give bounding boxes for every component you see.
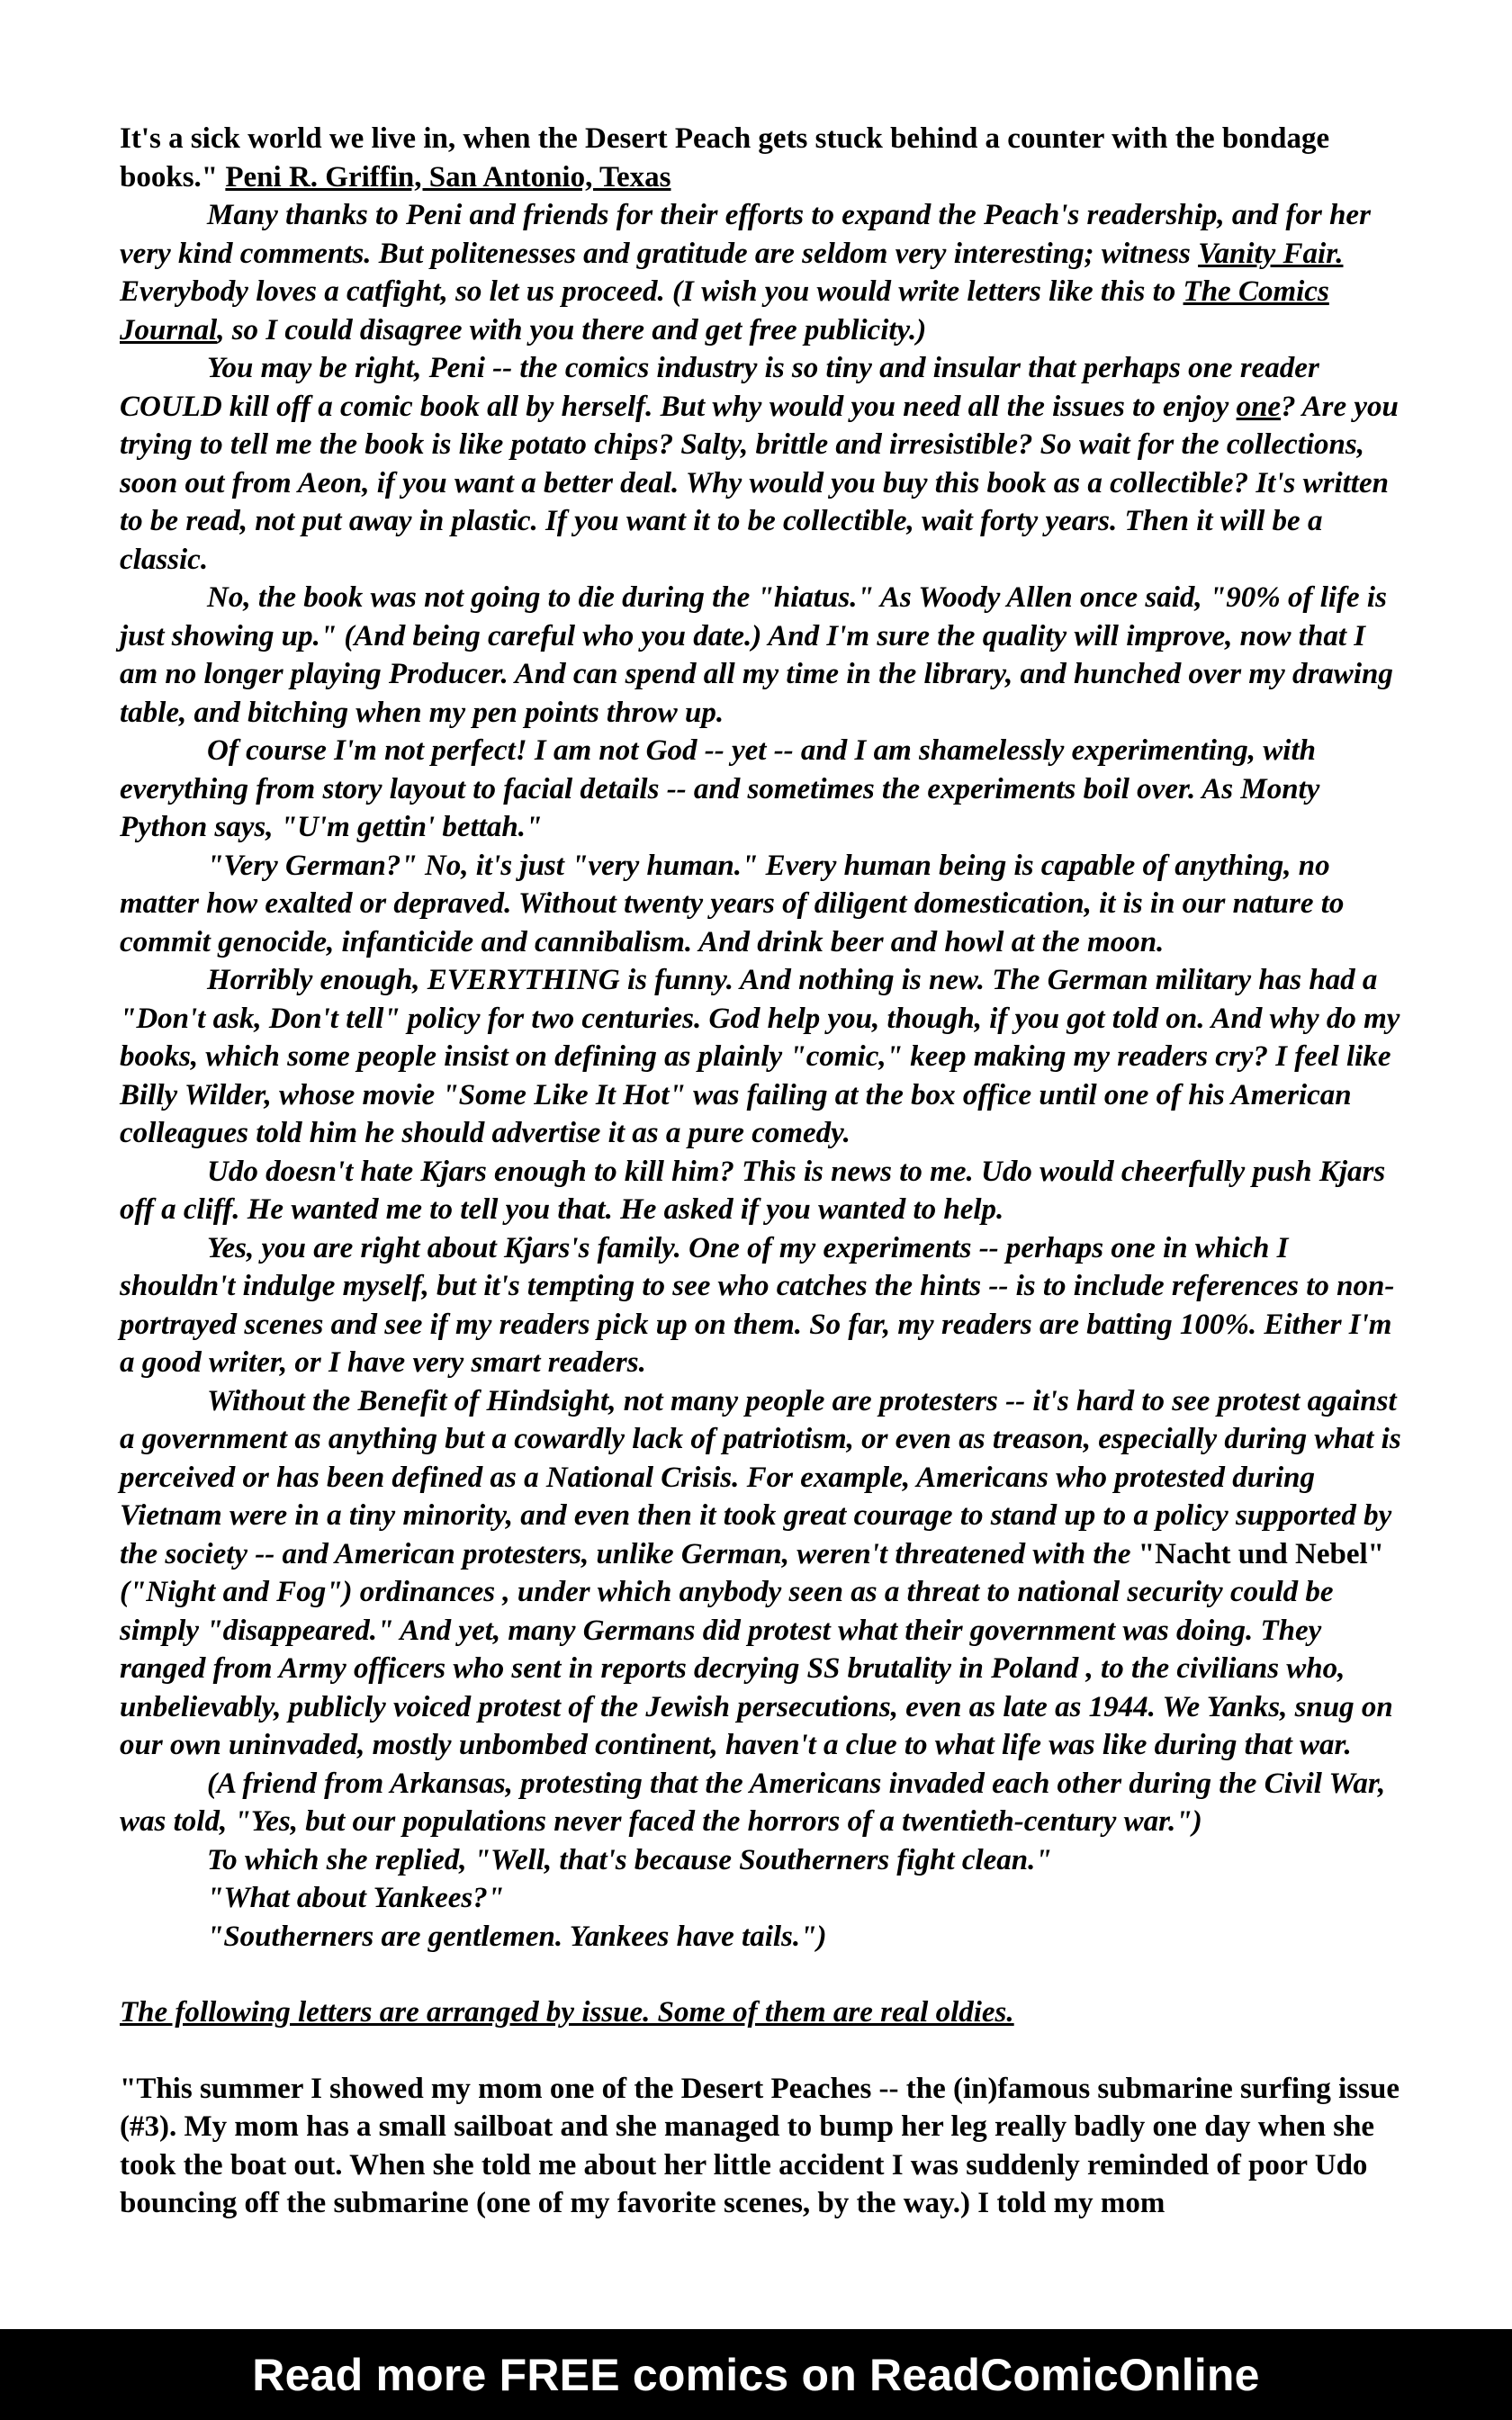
letter-signature: Peni R. Griffin, San Antonio, Texas: [225, 160, 671, 193]
comics-journal-title: The Comics Journal: [120, 275, 1329, 346]
nacht-und-nebel: "Nacht und Nebel": [1138, 1537, 1384, 1570]
spacer: [120, 2032, 1406, 2070]
reply-paragraph-2: You may be right, Peni -- the comics industry is so tiny and insular that perhaps one reader COULD kill off a comic book all by herself. But why would you need all the issues to enjoy one? Are you trying to tell me the book is like potato chips? Salty, brittle and irresistible? So wait for the collections, soon out from Aeon, if you want a better deal. Why would you buy this book as a collectible? It's written to be read, not put away in plastic. If you want it to be collectible, wait forty years. Then it will be a classic.: [120, 352, 1399, 576]
section-note: The following letters are arranged by issue. Some of them are real oldies.: [120, 1996, 1014, 2029]
reply-paragraph-10: (A friend from Arkansas, protesting that the Americans invaded each other during the Civil War, was told, "Yes, but our populations never faced the horrors of a twentieth-century war."): [120, 1767, 1386, 1838]
spacer: [120, 1956, 1406, 1993]
letter-closing-text: It's a sick world we live in, when the Desert Peach gets stuck behind a counter with the bondage books.": [120, 122, 1330, 193]
reply-paragraph-8: Yes, you are right about Kjars's family. One of my experiments -- perhaps one in which I shouldn't indulge myself, but it's tempting to see who catches the hints -- is to include references to non-portrayed scenes and see if my readers pick up on them. So far, my readers are batting 100%. Either I'm a good writer, or I have very smart readers.: [120, 1231, 1395, 1379]
reply-paragraph-5: "Very German?" No, it's just "very human." Every human being is capable of anything, no matter how exalted or depraved. Without twenty years of diligent domestication, it is in our nature to commit genocide, infanticide and cannibalism. And drink beer and howl at the moon.: [120, 849, 1345, 958]
next-letter: "This summer I showed my mom one of the Desert Peaches -- the (in)famous submarine surfing issue (#3). My mom has a small sailboat and she managed to bump her leg really badly one day when she took the boat out. When she told me about her little accident I was suddenly reminded of poor Udo bouncing off the submarine (one of my favorite scenes, by the way.) I told my mom: [120, 2072, 1400, 2219]
letter-closing: [120, 120, 1406, 196]
reply-paragraph-4: Of course I'm not perfect! I am not God -- yet -- and I am shamelessly experimenting, with everything from story layout to facial details -- and sometimes the experiments boil over. As Monty Python says, "U'm gettin' bettah.": [120, 734, 1320, 843]
reply-paragraph-7: Udo doesn't hate Kjars enough to kill him? This is news to me. Udo would cheerfully push Kjars off a cliff. He wanted me to tell you that. He asked if you wanted to help.: [120, 1155, 1386, 1226]
reply-paragraph-13: "Southerners are gentlemen. Yankees have tails."): [207, 1920, 827, 1953]
reply-paragraph-9: Without the Benefit of Hindsight, not many people are protesters -- it's hard to see protest against a government as anything but a cowardly lack of patriotism, or even as treason, especially during what is perceived or has been defined as a National Crisis. For example, Americans who protested during Vietnam were in a tiny minority, and even then it took great courage to stand up to a policy supported by the society -- and American protesters, unlike German, weren't threatened with the "Nacht und Nebel" ("Night and Fog") ordinances , under which anybody seen as a threat to national security could be simply "disappeared." And yet, many Germans did protest what their government was doing. They ranged from Army officers who sent in reports decrying SS brutality in Poland , to the civilians who, unbelievably, publicly voiced protest of the Jewish persecutions, even as late as 1944. We Yanks, snug on our own uninvaded, mostly unbombed continent, haven't a clue to what life was like during that war.: [120, 1384, 1401, 1761]
read-more-banner[interactable]: Read more FREE comics on ReadComicOnline: [0, 2329, 1512, 2420]
reply-paragraph-6: Horribly enough, EVERYTHING is funny. And nothing is new. The German military has had a "Don't ask, Don't tell" policy for two centuries. God help you, though, if you got told on. And why do my books, which some people insist on defining as plainly "comic," keep making my readers cry? I feel like Billy Wilder, whose movie "Some Like It Hot" was failing at the box office until one of his American colleagues told him he should advertise it as a pure comedy.: [120, 964, 1400, 1149]
reply-paragraph-3: No, the book was not going to die during the "hiatus." As Woody Allen once said, "90% of life is just showing up." (And being careful who you date.) And I'm sure the quality will improve, now that I am no longer playing Producer. And can spend all my time in the library, and hunched over my drawing table, and bitching when my pen points throw up.: [120, 581, 1393, 729]
vanity-fair-title: Vanity Fair.: [1198, 237, 1344, 270]
reply-paragraph-12: "What about Yankees?": [207, 1882, 505, 1914]
reply-paragraph-11: To which she replied, "Well, that's because Southerners fight clean.": [207, 1843, 1052, 1876]
reply-paragraph-1: Many thanks to Peni and friends for their efforts to expand the Peach's readership, and for her very kind comments. But politenesses and gratitude are seldom very interesting; witness Vanity Fair. Everybody loves a catfight, so let us proceed. (I wish you would write letters like this to The Comics Journal, so I could disagree with you there and get free publicity.): [120, 199, 1371, 346]
